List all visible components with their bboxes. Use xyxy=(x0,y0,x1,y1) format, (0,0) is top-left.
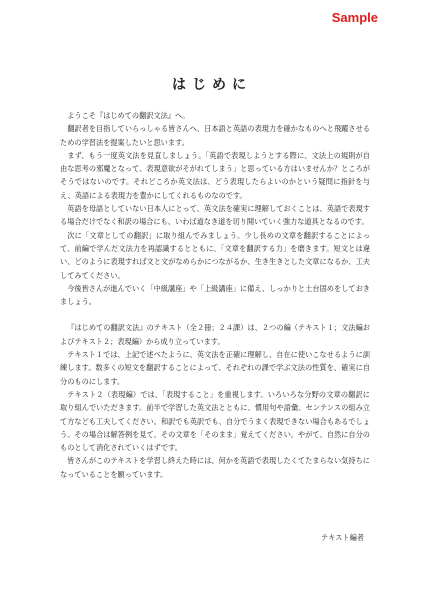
paragraph: テキスト２（表現編）では、「表現すること」を重視します。いろいろな分野の文章の翻訳に取り組んでいただきます。前半で学習した英文法とともに、慣用句や語彙、センテンスの組み立て方なども工夫してください。和訳でも英訳でも、自分でうまく表現できない場合もあるでしょう。その場合は解答例を見て、その文章を「そのまま」覚えてください。やがて、自然に自分のものとして消化されていくはずです。 xyxy=(60,389,370,453)
paragraph: ようこそ『はじめての翻訳文法』へ。 xyxy=(67,111,190,120)
sample-watermark: Sample xyxy=(331,10,378,25)
signature: テキスト編者 xyxy=(321,533,364,542)
paragraph: 次に「文章としての翻訳」に取り組んでみましょう。少し長めの文章を翻訳することによって、前編で学んだ文法力を再認識するとともに、「文章を翻訳する力」を磨きます。短文とは違い、どのように表現すれば文と文がなめらかにつながるか、生き生きとした文章になるか、工夫してみてください。 xyxy=(60,230,370,280)
paragraph: まず、もう一度英文法を見直しましょう。「英語で表現しようとする際に、文法上の規則が自由な思考の邪魔となって、表現意欲がそがれてしまう」と思っている方はいませんか？ところがそうではないのです。それどころか英文法は、どう表現したらよいのかという疑問に指針を与え、英語による表現力を豊かにしてくれるものなのです。 xyxy=(60,150,370,200)
paragraph: テキスト１では、上記で述べたように、英文法を正確に理解し、自在に使いこなせるように訓練します。数多くの短文を翻訳することによって、それぞれの課で学ぶ文法の性質を、確実に自分のものにします。 xyxy=(60,350,370,386)
body-text xyxy=(60,109,370,481)
paragraph: 『はじめての翻訳文法』のテキスト（全２冊；２４課）は、２つの編（テキスト１；文法編およびテキスト２；表現編）から成り立っています。 xyxy=(60,323,370,346)
paragraph-gap xyxy=(60,308,370,321)
paragraph: 今後皆さんが進んでいく「中級講座」や「上級講座」に備え、しっかりと土台固めをしておきましょう。 xyxy=(60,283,370,307)
paragraph: 英語を母語としていない日本人にとって、英文法を確実に理解しておくことは、英語で表現する場合だけでなく和訳の場合にも、いわば道なき道を切り開いていく強力な道具となるのです。 xyxy=(60,204,370,227)
page-title: はじめに xyxy=(172,77,252,93)
paragraph: 翻訳者を目指していらっしゃる皆さんへ、日本語と英語の表現力を確かなものへと飛躍させるための学習法を提案したいと思います。 xyxy=(60,124,370,147)
paragraph: 皆さんがこのテキストを学習し終えた時には、何かを英語で表現したくてたまらない気持ちになっていることを願っています。 xyxy=(60,456,370,479)
